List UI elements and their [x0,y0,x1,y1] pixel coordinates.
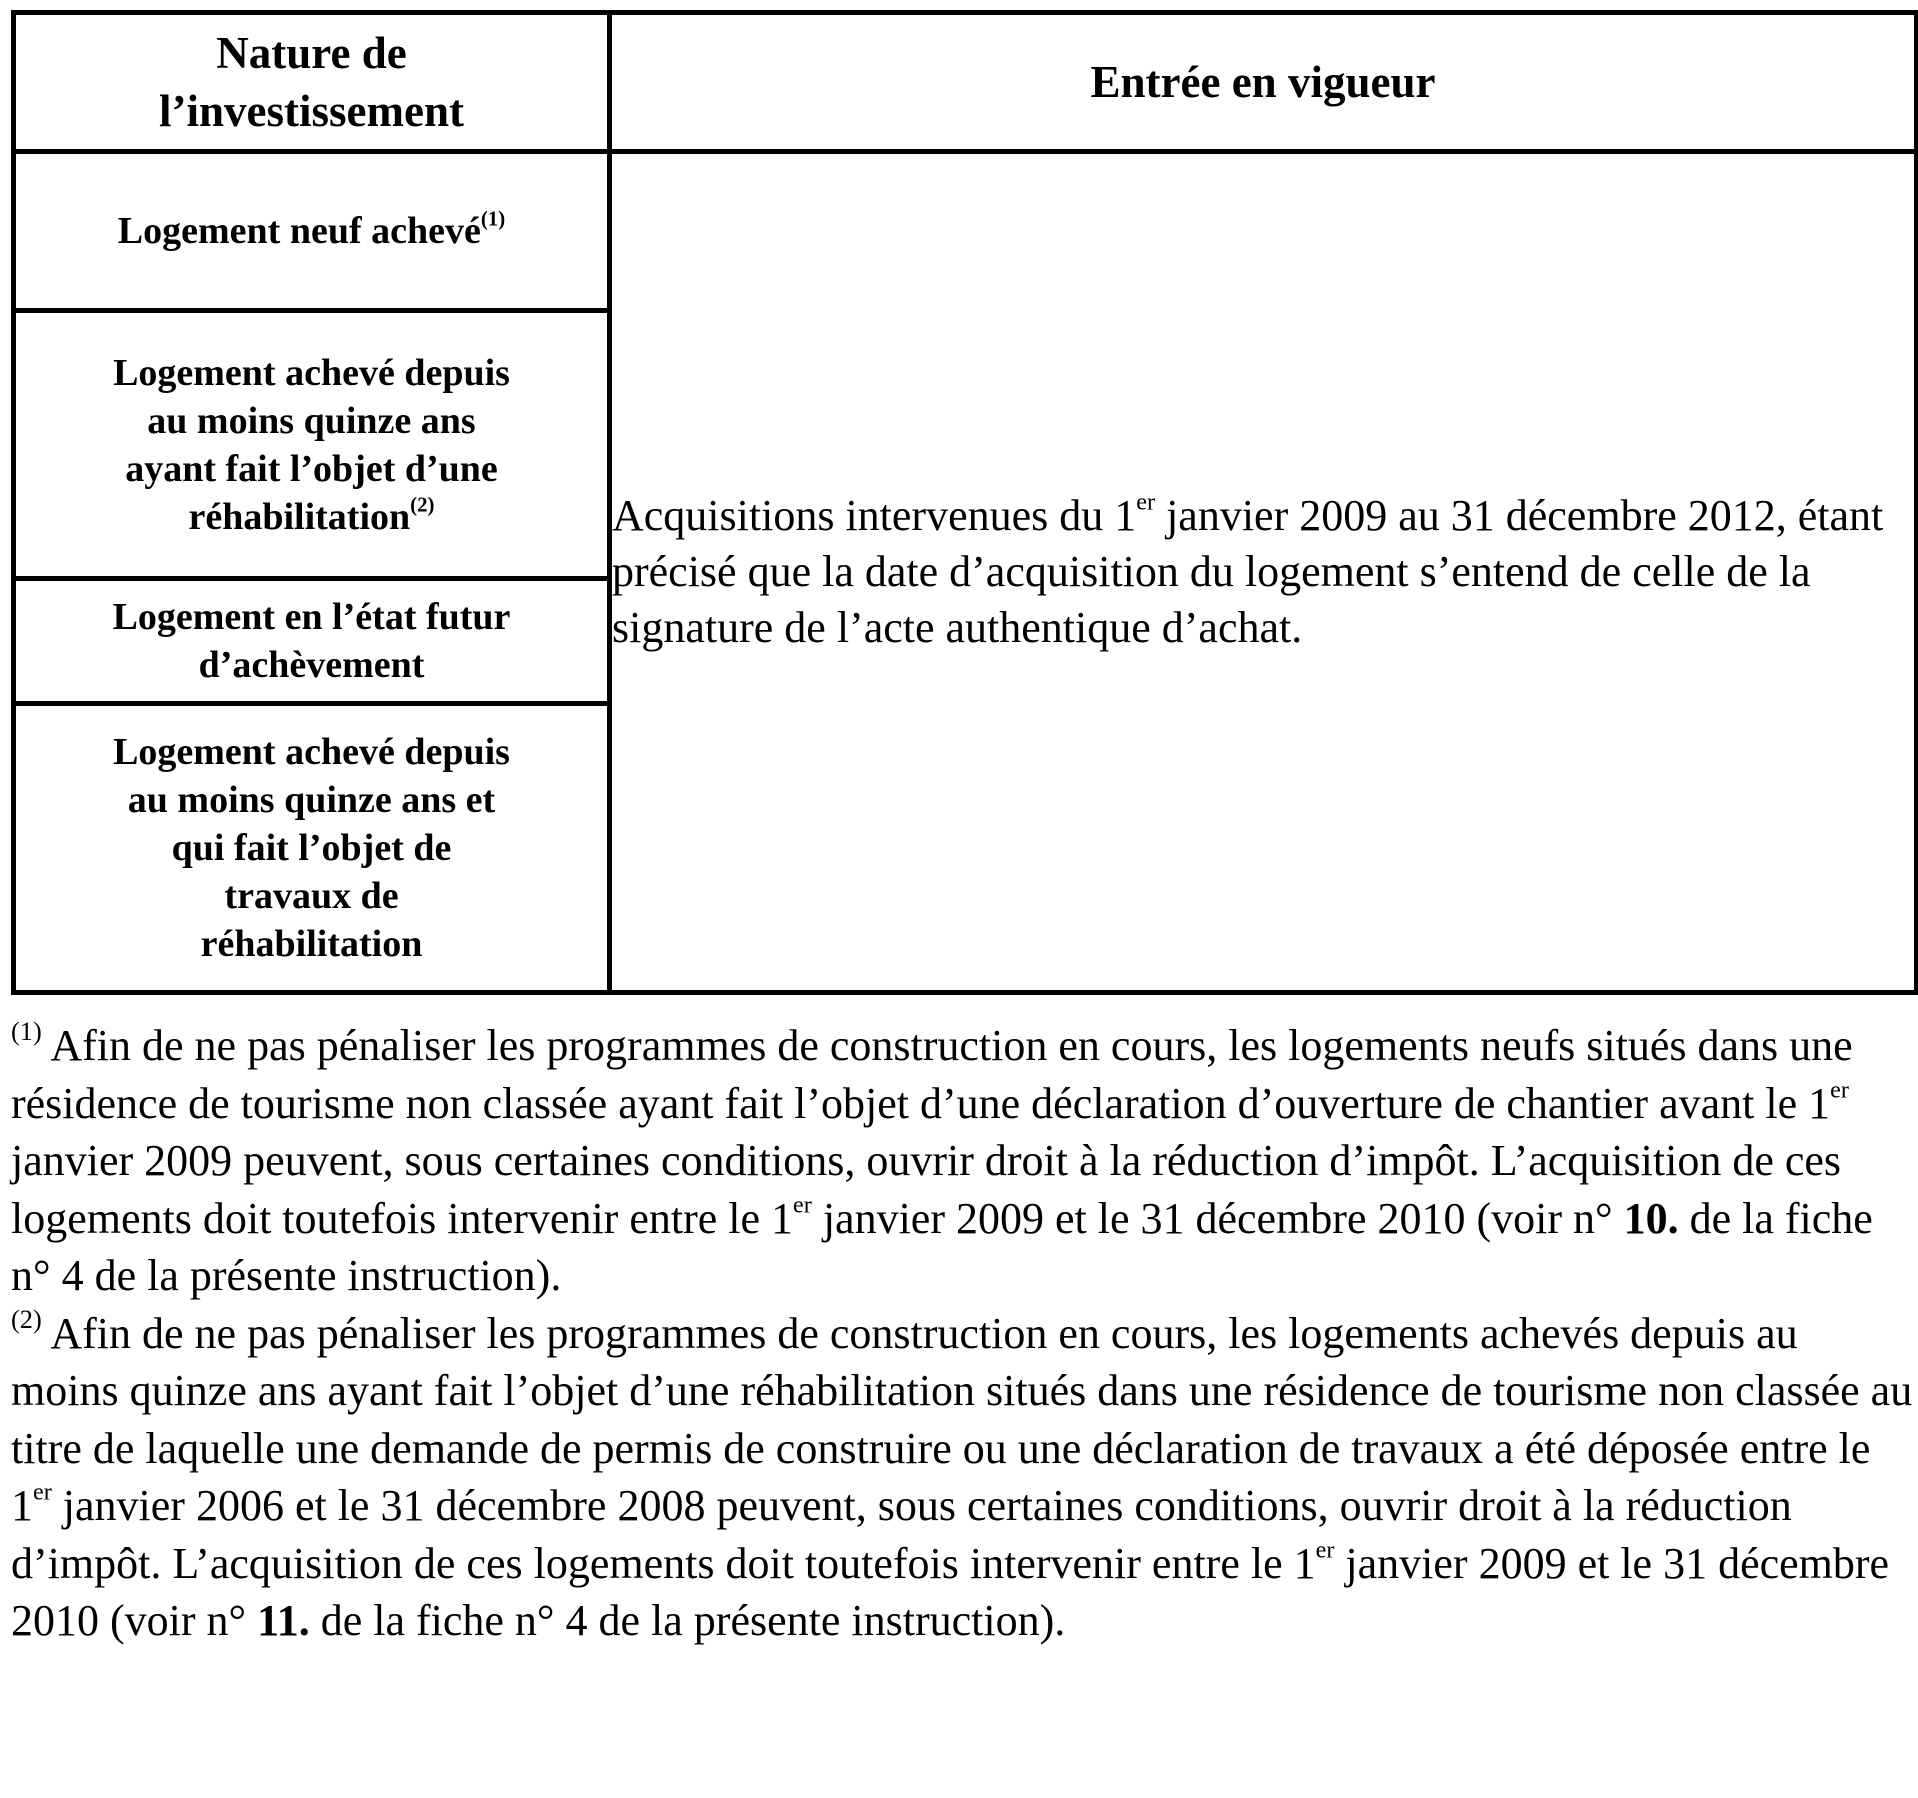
footnote-text: Afin de ne pas pénaliser les programmes de construction en cours, les logements neufs situés dans une résidence de tourisme non classée ayant fait l’objet d’une déclaration d’ouverture de chantier avant le 1 [11,1021,1853,1128]
document-page [11,10,1914,1650]
header-col1-line1: Nature de [216,28,407,78]
footnote-ref: (2) [410,491,435,516]
entry-text-part1: Acquisitions intervenues du 1 [612,491,1137,540]
footnote-marker: (1) [11,1016,42,1047]
row-label: Logement en l’état futur d’achèvement [112,596,511,686]
table-header-row [14,13,1917,152]
row-label: Logement achevé depuis au moins quinze ans ayant fait l’objet d’une réhabilitation [113,351,510,538]
footnote-text: janvier 2009 et le 31 décembre 2010 (voir n° [11,1538,1890,1645]
entry-text-sup: er [1136,488,1156,516]
row-label-cell [14,704,610,993]
row-label: Logement neuf achevé [117,210,481,252]
ordinal-sup: er [1315,1535,1335,1563]
footnote-text: de la fiche n° 4 de la présente instruction). [309,1596,1066,1645]
ordinal-sup: er [33,1478,52,1506]
footnotes [11,1017,1914,1650]
row-label-cell [14,311,610,579]
footnote-text: janvier 2006 et le 31 décembre 2008 peuvent, sous certaines conditions, ouvrir droit à la réduction d’impôt. L’acquisition de ces logements doit toutefois intervenir entre le 1 [11,1481,1792,1588]
ordinal-sup: er [793,1190,812,1218]
row-label-cell [14,579,610,704]
entry-text-part2: janvier 2009 au 31 décembre 2012, étant précisé que la date d’acquisition du logement s’entend de celle de la signature de l’acte authentique d’achat. [612,491,1884,652]
footnote-2 [11,1305,1914,1650]
header-col1-line2: l’investissement [159,86,464,136]
footnote-text: janvier 2009 peuvent, sous certaines conditions, ouvrir droit à la réduction d’impôt. L’acquisition de ces logements doit toutefois intervenir entre le 1 [11,1136,1842,1243]
entry-into-force-cell [610,152,1917,993]
ordinal-sup: er [1830,1075,1849,1103]
entry-into-force-table [11,10,1918,995]
footnote-text: Afin de ne pas pénaliser les programmes de construction en cours, les logements achevés depuis au moins quinze ans ayant fait l’objet d’une réhabilitation situés dans une résidence de tourisme non classée au titre de laquelle une demande de permis de construire ou une déclaration de travaux a été déposée entre le 1 [11,1308,1913,1530]
row-label-cell [14,152,610,311]
paragraph-ref: 11. [257,1596,310,1645]
footnote-text: janvier 2009 et le 31 décembre 2010 (voir n° [811,1193,1624,1243]
footnote-1 [11,1017,1914,1305]
row-label: Logement achevé depuis au moins quinze ans et qui fait l’objet de travaux de réhabilitation [113,731,510,965]
header-entry-into-force: Entrée en vigueur [610,13,1917,152]
footnote-marker: (2) [11,1303,42,1334]
paragraph-ref: 10. [1623,1193,1679,1243]
footnote-text: de la fiche n° 4 de la présente instruction). [11,1193,1873,1300]
footnote-ref: (1) [480,206,506,231]
header-investment-nature [14,13,610,152]
table-row [14,152,1917,311]
